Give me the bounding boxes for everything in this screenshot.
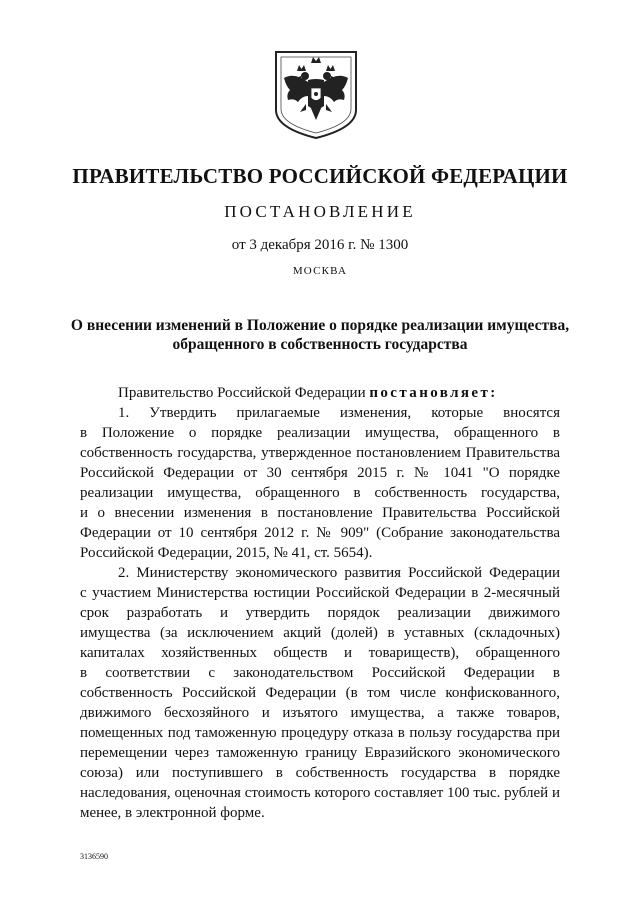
- text-line: в Положение о порядке реализации имущества, обращенного в: [80, 425, 560, 441]
- text-line: движимого бесхозяйного и изъятого имущества, а также товаров,: [80, 705, 560, 721]
- subject-line: О внесении изменений в Положение о порядке реализации имущества,: [70, 317, 570, 334]
- document-type: ПОСТАНОВЛЕНИЕ: [224, 202, 416, 221]
- text-line: и о внесении изменения в постановление Правительства Российской: [80, 505, 560, 521]
- text-line: собственность государства, утвержденное постановлением Правительства: [80, 445, 560, 461]
- preamble-text: Правительство Российской Федерации: [118, 385, 366, 401]
- text-line: наследования, оценочная стоимость которого составляет 100 тыс. рублей и: [80, 785, 560, 801]
- text-line: в соответствии с законодательством Российской Федерации в: [80, 665, 560, 681]
- text-line: 1. Утвердить прилагаемые изменения, которые вносятся: [118, 405, 560, 421]
- document-number: 3136590: [80, 852, 108, 861]
- text-line: срок разработать и утвердить порядок реализации движимого: [80, 605, 560, 621]
- city: МОСКВА: [292, 265, 348, 277]
- date-and-number: от 3 декабря 2016 г. № 1300: [231, 237, 409, 253]
- document-body: [80, 383, 560, 823]
- subject-heading: [70, 316, 570, 354]
- text-line: Российской Федерации, 2015, № 41, ст. 5654).: [80, 545, 373, 561]
- text-line: имущества (за исключением акций (долей) в уставных (складочных): [80, 625, 560, 641]
- preamble: [80, 383, 560, 403]
- resolves-word: постановляет:: [369, 385, 498, 401]
- text-line: реализации имущества, обращенного в собственность государства,: [80, 485, 560, 501]
- text-line: помещенных под таможенную процедуру отказа в пользу государства при: [80, 725, 560, 741]
- text-line: капиталах хозяйственных обществ и товариществ), обращенного: [80, 645, 560, 661]
- government-title: ПРАВИТЕЛЬСТВО РОССИЙСКОЙ ФЕДЕРАЦИИ: [72, 164, 568, 188]
- text-line: собственность Российской Федерации (в том числе конфискованного,: [80, 685, 560, 701]
- text-line: Российской Федерации от 30 сентября 2015 г. № 1041 "О порядке: [80, 465, 560, 481]
- paragraph-1: [80, 403, 560, 563]
- text-line: перемещении через таможенную границу Евразийского экономического: [80, 745, 560, 761]
- coat-of-arms-icon: [272, 48, 360, 140]
- text-line: Федерации от 10 сентября 2012 г. № 909" (Собрание законодательства: [80, 525, 560, 541]
- text-line: 2. Министерству экономического развития Российской Федерации: [118, 565, 560, 581]
- paragraph-2: [80, 563, 560, 823]
- subject-line: обращенного в собственность государства: [172, 336, 468, 353]
- text-line: с участием Министерства юстиции Российской Федерации в 2-месячный: [80, 585, 560, 601]
- text-line: союза) или поступившего в собственность государства в порядке: [80, 765, 560, 781]
- text-line: менее, в электронной форме.: [80, 805, 265, 821]
